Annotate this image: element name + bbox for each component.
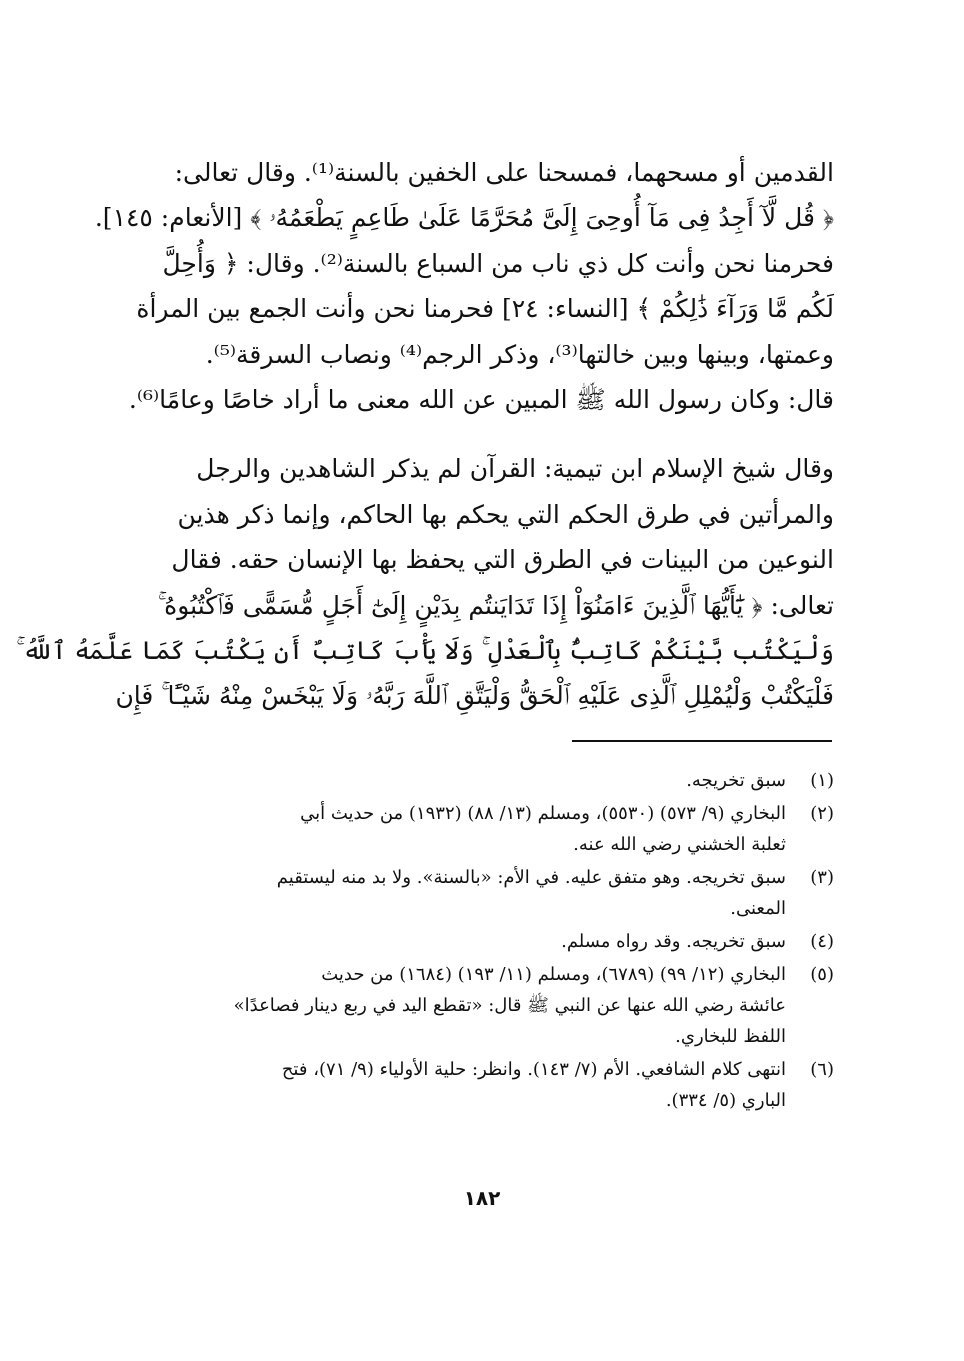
text-line: والمرأتين في طرق الحكم التي يحكم بها الحاكم، وإنما ذكر هذين — [177, 499, 834, 529]
paragraph-2 — [16, 446, 834, 718]
footnote-number: (٦) — [810, 1059, 834, 1080]
footnote-number: (١) — [810, 770, 834, 791]
text-line: النوعين من البينات في الطرق التي يحفظ بها الإنسان حقه. فقال — [171, 545, 834, 575]
text-line: وقال شيخ الإسلام ابن تيمية: القرآن لم يذكر الشاهدين والرجل — [196, 454, 834, 484]
footnote-number: (٤) — [810, 931, 834, 952]
footnote-number: (٢) — [810, 803, 834, 824]
footnote-line: سبق تخريجه. وهو متفق عليه. في الأم: «بالسنة». ولا بد منه ليستقيم — [276, 867, 786, 888]
footnote-line: البخاري (٩/ ٥٧٣) (٥٥٣٠)، ومسلم (١٣/ ٨٨) (١٩٣٢) من حديث أبي — [300, 803, 786, 824]
footnote-line: ثعلبة الخشني رضي الله عنه. — [573, 834, 786, 855]
text-line: القدمين أو مسحهما، فمسحنا على الخفين بالسنة⁽¹⁾. وقال تعالى: — [174, 158, 834, 187]
text-line: لَكُم مَّا وَرَآءَ ذَٰلِكُمْ ﴾ [النساء: ٢٤] فحرمنا نحن وأنت الجمع بين المرأة — [136, 294, 834, 324]
footnote-line: البخاري (١٢/ ٩٩) (٦٧٨٩)، ومسلم (١١/ ١٩٣) (١٦٨٤) من حديث — [321, 964, 786, 985]
main-text — [16, 150, 834, 719]
footnote-line: سبق تخريجه. وقد رواه مسلم. — [561, 931, 786, 952]
footnotes — [128, 765, 834, 1116]
footnote-line: انتهى كلام الشافعي. الأم (٧/ ١٤٣). وانظر: حلية الأولياء (٩/ ٧١)، فتح — [281, 1059, 786, 1080]
text-line: تعالى: ﴿ يَٰٓأَيُّهَا ٱلَّذِينَ ءَامَنُوٓاْ إِذَا تَدَايَنتُم بِدَيْنٍ إِلَىٰٓ أَجَلٍ مُّسَمًّى فَٱكْتُبُوهُ ۚ — [157, 590, 834, 620]
footnote-number: (٣) — [810, 867, 834, 888]
footnote-line: عائشة رضي الله عنها عن النبي ﷺ قال: «تقطع اليد في ربع دينار فصاعدًا» — [233, 995, 786, 1016]
text-line: فحرمنا نحن وأنت كل ذي ناب من السباع بالسنة⁽²⁾. وقال: ﴿ وَأُحِلَّ — [162, 248, 834, 278]
footnote-3 — [128, 862, 834, 924]
footnote-1 — [128, 765, 834, 796]
text-line: وَلْيَكْتُب بَّيْنَكُمْ كَاتِبٌۢ بِٱلْعَدْلِ ۚ وَلَا يَأْبَ كَاتِبٌ أَن يَكْتُبَ كَمَا عَلَّمَهُ ٱللَّهُ ۚ — [16, 636, 834, 666]
footnote-line: المعنى. — [730, 898, 786, 919]
footnote-line: اللفظ للبخاري. — [675, 1026, 786, 1047]
footnote-line: سبق تخريجه. — [686, 770, 786, 791]
text-line: ﴿ قُل لَّآ أَجِدُ فِى مَآ أُوحِىَ إِلَىَّ مُحَرَّمًا عَلَىٰ طَاعِمٍ يَطْعَمُهُۥ ﴾ [الأنعام: ١٤٥]. — [94, 203, 834, 233]
text-line: فَلْيَكْتُبْ وَلْيُمْلِلِ ٱلَّذِى عَلَيْهِ ٱلْحَقُّ وَلْيَتَّقِ ٱللَّهَ رَبَّهُۥ وَلَا يَبْخَسْ مِنْهُ شَيْـًٔا ۚ فَإِن — [115, 681, 834, 711]
page-number: ١٨٢ — [463, 1186, 501, 1210]
text-line: وعمتها، وبينها وبين خالتها⁽³⁾، وذكر الرجم⁽⁴⁾ ونصاب السرقة⁽⁵⁾. — [205, 339, 834, 369]
footnote-divider — [572, 740, 832, 742]
text-line: قال: وكان رسول الله ﷺ المبين عن الله معنى ما أراد خاصًا وعامًا⁽⁶⁾. — [128, 385, 834, 415]
footnote-6 — [128, 1054, 834, 1116]
paragraph-1 — [94, 150, 834, 422]
footnote-number: (٥) — [810, 964, 834, 985]
footnote-2 — [128, 798, 834, 860]
footnote-5 — [128, 959, 834, 1052]
footnote-line: الباري (٥/ ٣٣٤). — [665, 1090, 786, 1111]
footnote-4 — [128, 926, 834, 957]
